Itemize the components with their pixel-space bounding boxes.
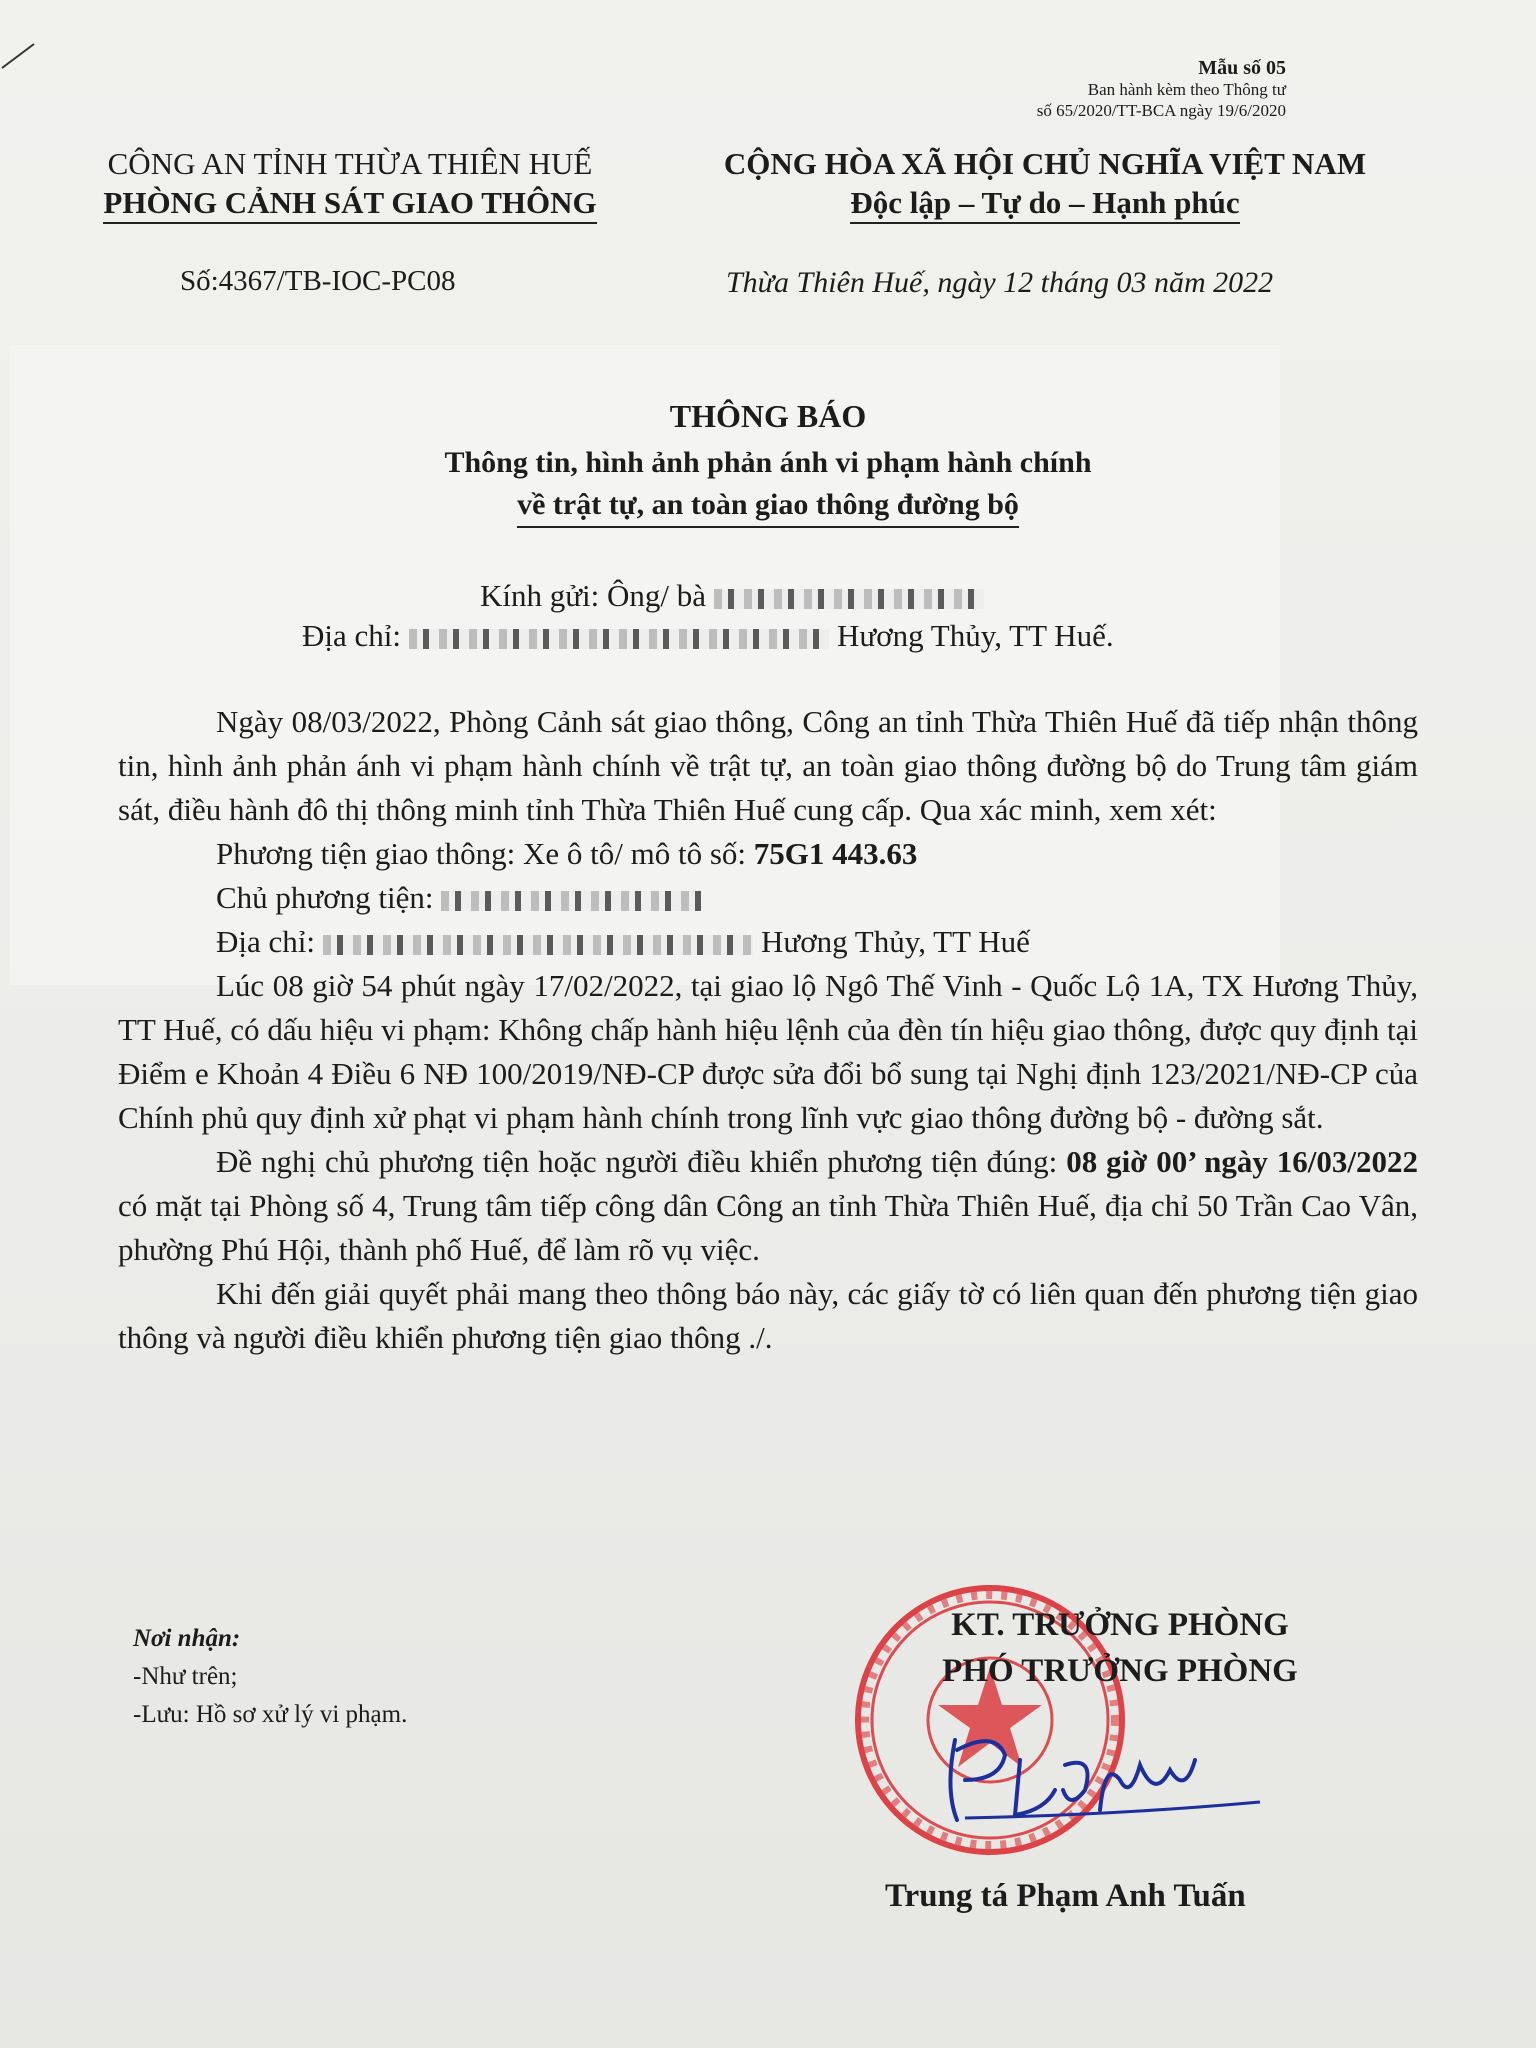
agency-header (50, 144, 650, 224)
pen-mark-icon (0, 40, 40, 70)
paragraph-summons (118, 1140, 1418, 1272)
recipient-greeting (480, 578, 992, 614)
paragraph-documents: Khi đến giải quyết phải mang theo thông báo này, các giấy tờ có liên quan đến phương tiện giao thông và người điều khiển phương tiện giao thông ./. (118, 1276, 1418, 1355)
signature-title (880, 1602, 1360, 1694)
form-number: Mẫu số 05 (1198, 57, 1286, 79)
owner-address-tail: Hương Thủy, TT Huế (761, 924, 1030, 959)
summons-text-a: Đề nghị chủ phương tiện hoặc người điều khiển phương tiện đúng: (216, 1144, 1058, 1179)
recipients-item2: -Lưu: Hồ sơ xử lý vi phạm. (133, 1701, 408, 1728)
nation-line1: CỘNG HÒA XÃ HỘI CHỦ NGHĨA VIỆT NAM (723, 146, 1367, 181)
owner-address-line (118, 920, 1418, 964)
recipients-item1: -Như trên; (133, 1663, 238, 1690)
address-label: Địa chỉ: (302, 618, 401, 653)
owner-address-label: Địa chỉ: (216, 924, 315, 959)
doc-number: Số:4367/TB-IOC-PC08 (180, 265, 456, 297)
greeting-text: Kính gửi: Ông/ bà (480, 578, 707, 613)
date-line: Thừa Thiên Huế, ngày 12 tháng 03 năm 2022 (726, 266, 1274, 299)
nation-header (670, 144, 1420, 224)
subtitle-line1: Thông tin, hình ảnh phản ánh vi phạm hành chính (444, 446, 1092, 479)
paragraph-receipt: Ngày 08/03/2022, Phòng Cảnh sát giao thông, Công an tỉnh Thừa Thiên Huế đã tiếp nhận thông tin, hình ảnh phản ánh vi phạm hành chính về trật tự, an toàn giao thông đường bộ do Trung tâm giám sát, điều hành đô thị thông minh tỉnh Thừa Thiên Huế cung cấp. Qua xác minh, xem xét: (118, 704, 1418, 827)
owner-line (118, 876, 1418, 920)
summons-text-b: có mặt tại Phòng số 4, Trung tâm tiếp công dân Công an tỉnh Thừa Thiên Huế, địa chỉ 50 Trần Cao Vân, phường Phú Hội, thành phố Huế, để làm rõ vụ việc. (118, 1188, 1418, 1267)
summons-time: 08 giờ 00’ ngày 16/03/2022 (1066, 1144, 1418, 1179)
redacted-owner-address (323, 935, 753, 955)
form-issued-line1: Ban hành kèm theo Thông tư (1087, 80, 1286, 99)
handwritten-signature-icon (935, 1720, 1275, 1830)
recipients-heading: Nơi nhận: (133, 1625, 241, 1652)
signer-name: Trung tá Phạm Anh Tuấn (885, 1878, 1246, 1914)
redacted-address (409, 629, 829, 649)
recipients-block (133, 1620, 407, 1734)
vehicle-label: Phương tiện giao thông: Xe ô tô/ mô tô số: (216, 836, 747, 871)
agency-line1: CÔNG AN TỈNH THỪA THIÊN HUẾ (107, 146, 593, 181)
subtitle-line2: về trật tự, an toàn giao thông đường bộ (517, 484, 1019, 528)
doc-title: THÔNG BÁO (669, 398, 867, 434)
nation-line2: Độc lập – Tự do – Hạnh phúc (850, 183, 1239, 224)
vehicle-line (118, 832, 1418, 876)
signature-line1: KT. TRƯỞNG PHÒNG (951, 1607, 1289, 1643)
redacted-owner (441, 891, 701, 911)
form-number-block (886, 58, 1286, 121)
vehicle-plate: 75G1 443.63 (753, 836, 918, 871)
redacted-name (714, 589, 984, 609)
doc-subtitle (0, 442, 1536, 528)
owner-label: Chủ phương tiện: (216, 880, 434, 915)
agency-line2: PHÒNG CẢNH SÁT GIAO THÔNG (103, 183, 596, 224)
recipient-address (302, 618, 1114, 654)
paragraph-violation: Lúc 08 giờ 54 phút ngày 17/02/2022, tại giao lộ Ngô Thế Vinh - Quốc Lộ 1A, TX Hương Thủy, TT Huế, có dấu hiệu vi phạm: Không chấp hành hiệu lệnh của đèn tín hiệu giao thông, được quy định tại Điểm e Khoản 4 Điều 6 NĐ 100/2019/NĐ-CP được sửa đổi bổ sung tại Nghị định 123/2021/NĐ-CP của Chính phủ quy định xử phạt vi phạm hành chính trong lĩnh vực giao thông đường bộ - đường sắt. (118, 968, 1418, 1135)
notice-body (118, 700, 1418, 1360)
address-tail: Hương Thủy, TT Huế. (837, 618, 1114, 653)
form-issued-line2: số 65/2020/TT-BCA ngày 19/6/2020 (1036, 101, 1286, 120)
signature-line2: PHÓ TRƯỞNG PHÒNG (942, 1653, 1298, 1689)
